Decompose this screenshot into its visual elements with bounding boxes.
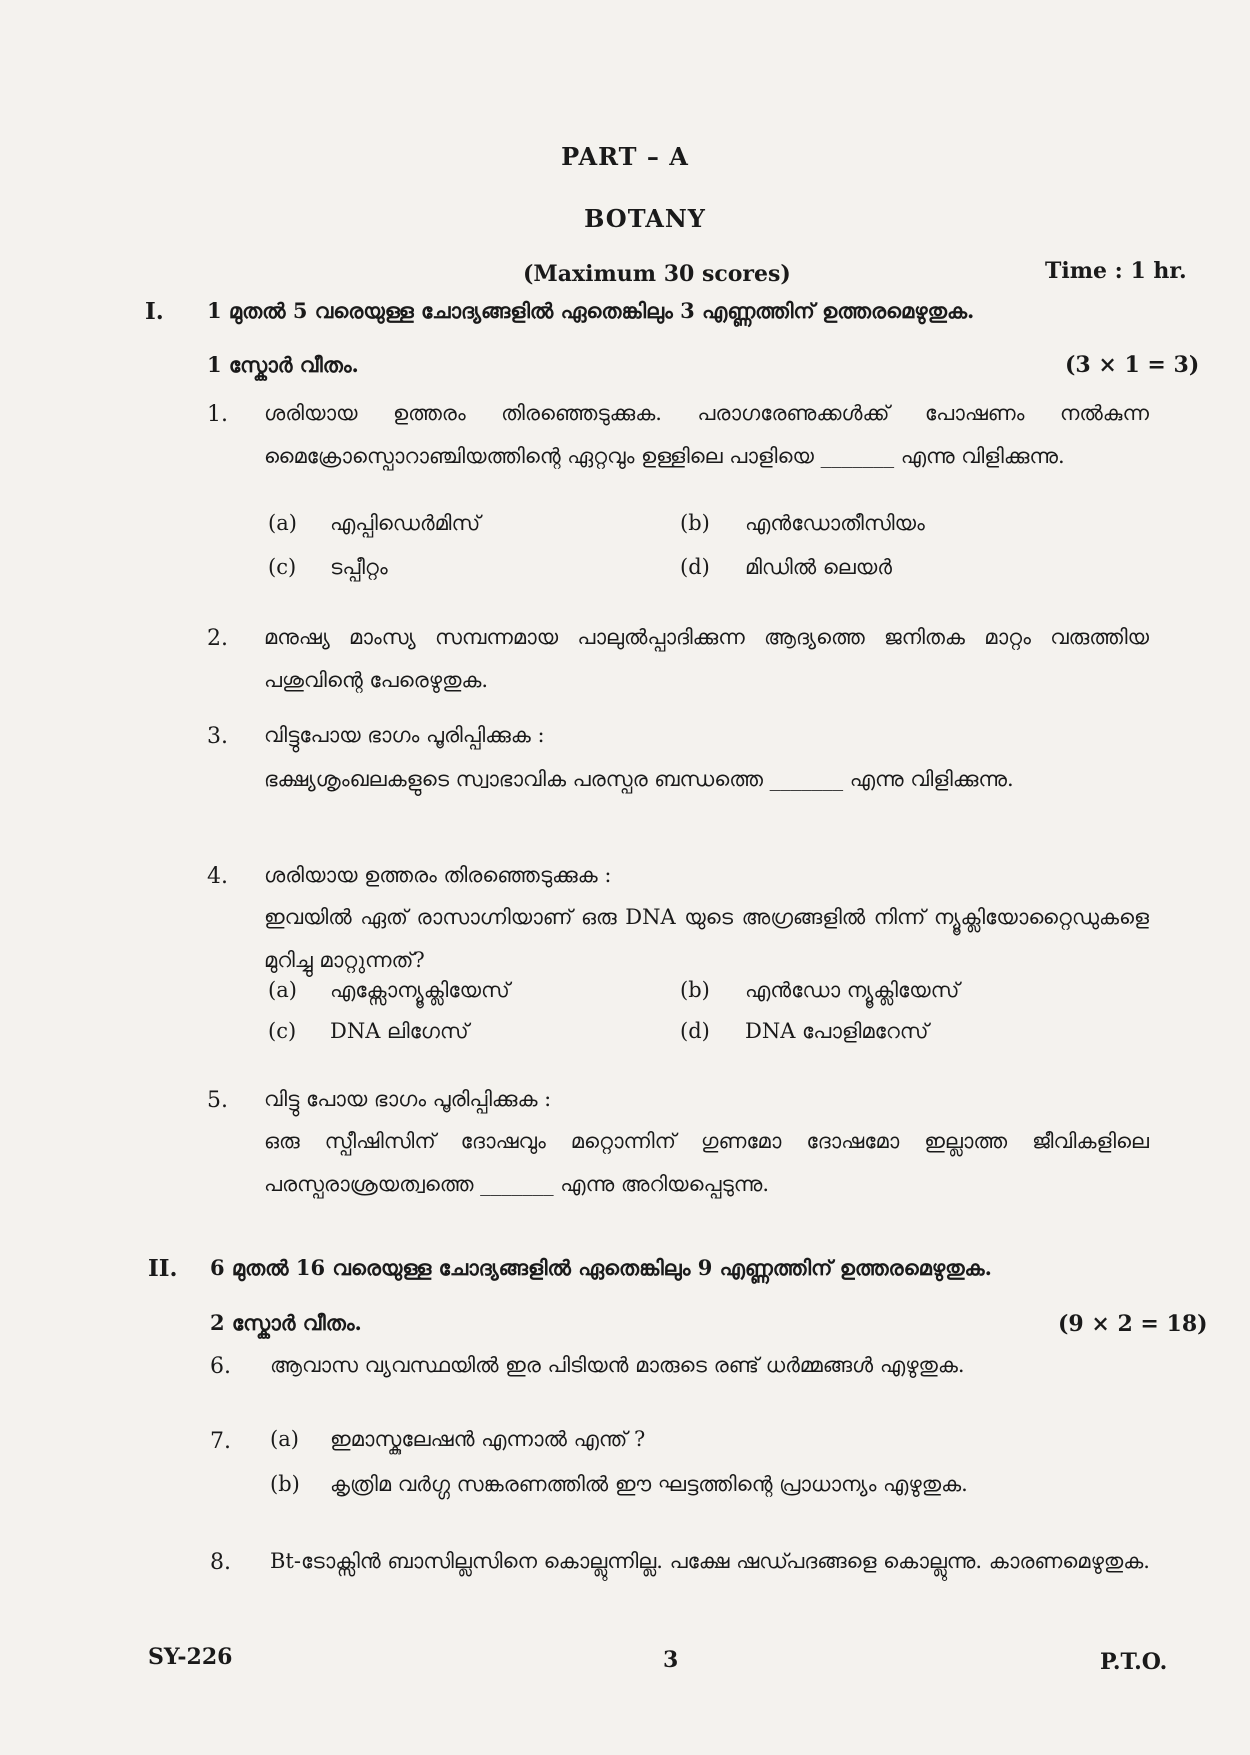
question-text: ശരിയായ ഉത്തരം തിരഞ്ഞെടുക്കുക : xyxy=(264,863,612,887)
max-scores: (Maximum 30 scores) xyxy=(523,261,791,287)
option-label: (c) xyxy=(268,555,297,579)
score-formula-1: (3 × 1 = 3) xyxy=(1065,352,1200,378)
option-label: (a) xyxy=(268,511,297,535)
question-number: 5. xyxy=(207,1088,228,1113)
time-limit: Time : 1 hr. xyxy=(1045,258,1187,284)
question-text: ആവാസ വ്യവസ്ഥയിൽ ഇര പിടിയൻ മാരുടെ രണ്ട് ധർമ്മങ്ങൾ എഴുതുക. xyxy=(270,1353,965,1377)
section-roman-1: I. xyxy=(145,298,164,325)
pto-note: P.T.O. xyxy=(1100,1649,1168,1675)
score-each-2: 2 സ്കോർ വീതം. xyxy=(210,1310,362,1335)
option-text: എൻഡോ ന്യൂക്ലിയേസ് xyxy=(745,978,960,1002)
question-text: ശരിയായ ഉത്തരം തിരഞ്ഞെടുക്കുക. പരാഗരേണുക്കൾക്ക് പോഷണം നൽകുന്ന മൈക്രോസ്പൊറാഞ്ചിയത്തിന്റെ ഏറ്റവും ഉള്ളിലെ പാളിയെ _______ എന്നു വിളിക്കുന്നു. xyxy=(264,401,1149,468)
question-number: 7. xyxy=(210,1429,231,1454)
option-label: (b) xyxy=(680,511,710,535)
option-label: (c) xyxy=(268,1019,297,1043)
question-number: 4. xyxy=(207,864,228,889)
subpart-text: ഇമാസ്കുലേഷൻ എന്നാൽ എന്ത് ? xyxy=(330,1427,646,1451)
question-text: മനുഷ്യ മാംസ്യ സമ്പന്നമായ പാലുൽപ്പാദിക്കുന്ന ആദ്യത്തെ ജനിതക മാറ്റം വരുത്തിയ പശുവിന്റെ പേരെഴുതുക. xyxy=(264,625,1149,692)
option-text: എൻഡോതീസിയം xyxy=(745,511,925,535)
option-text: DNA ലിഗേസ് xyxy=(330,1019,469,1043)
question-text: Bt-ടോക്സിൻ ബാസില്ലസിനെ കൊല്ലുന്നില്ല. പക്ഷേ ഷഡ്പദങ്ങളെ കൊല്ലുന്നു. കാരണമെഴുതുക. xyxy=(270,1549,1150,1573)
question-text: ഒരു സ്പീഷിസിന് ദോഷവും മറ്റൊന്നിന് ഗുണമോ ദോഷമോ ഇല്ലാത്ത ജീവികളിലെ പരസ്പരാശ്രയത്വത്തെ _______ എന്നു അറിയപ്പെടുന്നു. xyxy=(264,1129,1149,1196)
section-instruction-2: 6 മുതൽ 16 വരെയുള്ള ചോദ്യങ്ങളിൽ ഏതെങ്കിലും 9 എണ്ണത്തിന് ഉത്തരമെഴുതുക. xyxy=(210,1255,992,1280)
score-each-1: 1 സ്കോർ വീതം. xyxy=(207,352,359,377)
question-text: വിട്ടു പോയ ഭാഗം പൂരിപ്പിക്കുക : xyxy=(264,1087,552,1111)
option-text: എപ്പിഡെർമിസ് xyxy=(330,511,481,535)
subpart-text: കൃത്രിമ വർഗ്ഗ സങ്കരണത്തിൽ ഈ ഘട്ടത്തിന്റെ പ്രാധാന്യം എഴുതുക. xyxy=(330,1472,968,1496)
question-text: വിട്ടുപോയ ഭാഗം പൂരിപ്പിക്കുക : xyxy=(264,723,545,747)
question-text: ഭക്ഷ്യശൃംഖലകളുടെ സ്വാഭാവിക പരസ്പര ബന്ധത്തെ _______ എന്നു വിളിക്കുന്നു. xyxy=(264,767,1014,791)
question-number: 3. xyxy=(207,724,228,749)
section-roman-2: II. xyxy=(148,1255,178,1282)
subpart-label: (b) xyxy=(270,1472,300,1496)
part-heading: PART – A xyxy=(561,142,689,171)
subpart-label: (a) xyxy=(270,1427,299,1451)
option-text: മിഡിൽ ലെയർ xyxy=(745,555,892,579)
option-text: DNA പോളിമറേസ് xyxy=(745,1019,929,1043)
option-label: (d) xyxy=(680,1019,710,1043)
question-number: 1. xyxy=(207,402,228,427)
section-instruction-1: 1 മുതൽ 5 വരെയുള്ള ചോദ്യങ്ങളിൽ ഏതെങ്കിലും 3 എണ്ണത്തിന് ഉത്തരമെഴുതുക. xyxy=(207,298,975,323)
score-formula-2: (9 × 2 = 18) xyxy=(1058,1311,1208,1337)
option-label: (b) xyxy=(680,978,710,1002)
option-label: (d) xyxy=(680,555,710,579)
page-number: 3 xyxy=(663,1647,679,1673)
question-text: ഇവയിൽ ഏത് രാസാഗ്നിയാണ് ഒരു DNA യുടെ അഗ്രങ്ങളിൽ നിന്ന് ന്യൂക്ലിയോറ്റൈഡുകളെ മുറിച്ചു മാറ്റുന്നത്? xyxy=(264,905,1149,972)
option-text: ടപ്പീറ്റം xyxy=(330,555,388,579)
question-number: 8. xyxy=(210,1550,231,1575)
option-label: (a) xyxy=(268,978,297,1002)
subject-heading: BOTANY xyxy=(584,204,706,233)
option-text: എക്സോന്യൂക്ലിയേസ് xyxy=(330,978,510,1002)
question-number: 2. xyxy=(207,626,228,651)
paper-code: SY-226 xyxy=(148,1644,233,1670)
question-number: 6. xyxy=(210,1354,231,1379)
